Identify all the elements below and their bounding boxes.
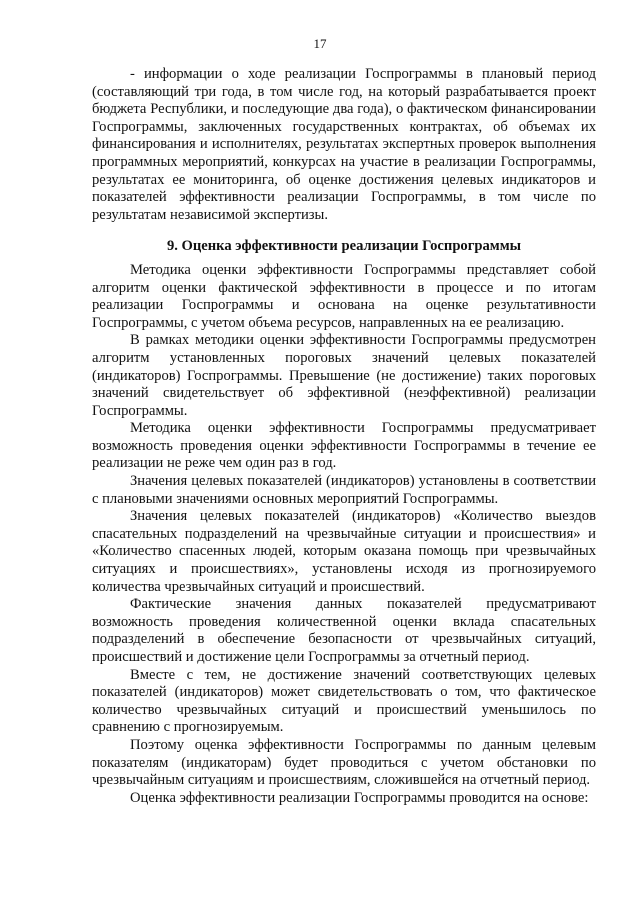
paragraph-indicator-values: Значения целевых показателей (индикаторов) «Количество выездов спасательных подразделений на чрезвычайные ситуации и происшествия» и «Количество спасенных людей, которым оказана помощь при чрезвычайных ситуациях и происшествиях», установлены исходя из прогнозируемого количества чрезвычайных ситуаций и происшествий. xyxy=(92,508,596,595)
paragraph-evaluation-frequency: Методика оценки эффективности Госпрограммы предусматривает возможность проведения оценки эффективности Госпрограммы в течение ее реализации не реже чем один раз в год. xyxy=(92,420,596,472)
paragraph-non-achievement: Вместе с тем, не достижение значений соответствующих целевых показателей (индикаторов) может свидетельствовать о том, что фактическое количество чрезвычайных ситуаций и происшествий уменьшилось по сравнению с прогнозируемым. xyxy=(92,666,596,736)
paragraph-actual-values: Фактические значения данных показателей предусматривают возможность проведения количественной оценки вклада спасательных подразделений в обеспечение безопасности от чрезвычайных ситуаций, происшествий и достижение цели Госпрограммы за отчетный период. xyxy=(92,596,596,665)
paragraph-info-list-item: - информации о ходе реализации Госпрограммы в плановый период (составляющий три года, в том числе год, на который разрабатывается проект бюджета Республики, и последующие два года), о фактическом финансировании Госпрограммы, заключенных государственных контрактах, об объемах их финансирования и исполнителях, результатах экспертных проверок выполнения программных мероприятий, конкурсах на участие в реализации Госпрограммы, результатах ее мониторинга, об оценке достижения целевых индикаторов и показателей эффективности реализации Госпрограммы, в том числе по результатам независимой экспертизы. xyxy=(92,66,596,223)
paragraph-methodology: Методика оценки эффективности Госпрограммы представляет собой алгоритм оценки фактической эффективности в процессе и по итогам реализации Госпрограммы и основана на оценке результативности Госпрограммы, с учетом объема ресурсов, направленных на ее реализацию. xyxy=(92,261,596,331)
document-body xyxy=(92,66,596,807)
paragraph-evaluation-basis: Оценка эффективности реализации Госпрограммы проводится на основе: xyxy=(130,789,589,806)
page-number: 17 xyxy=(313,36,327,51)
paragraph-therefore: Поэтому оценка эффективности Госпрограммы по данным целевым показателям (индикаторам) будет проводиться с учетом обстановки по чрезвычайным ситуациям и происшествиям, сложившейся на отчетный период. xyxy=(92,736,596,789)
section-heading: 9. Оценка эффективности реализации Госпрограммы xyxy=(166,238,522,255)
paragraph-threshold-values: В рамках методики оценки эффективности Госпрограммы предусмотрен алгоритм установленных пороговых значений целевых показателей (индикаторов) Госпрограммы. Превышение (не достижение) таких пороговых значений свидетельствует об эффективной (неэффективной) реализации Госпрограммы. xyxy=(92,332,596,419)
paragraph-target-values: Значения целевых показателей (индикаторов) установлены в соответствии с плановыми значениями основных мероприятий Госпрограммы. xyxy=(92,473,596,507)
